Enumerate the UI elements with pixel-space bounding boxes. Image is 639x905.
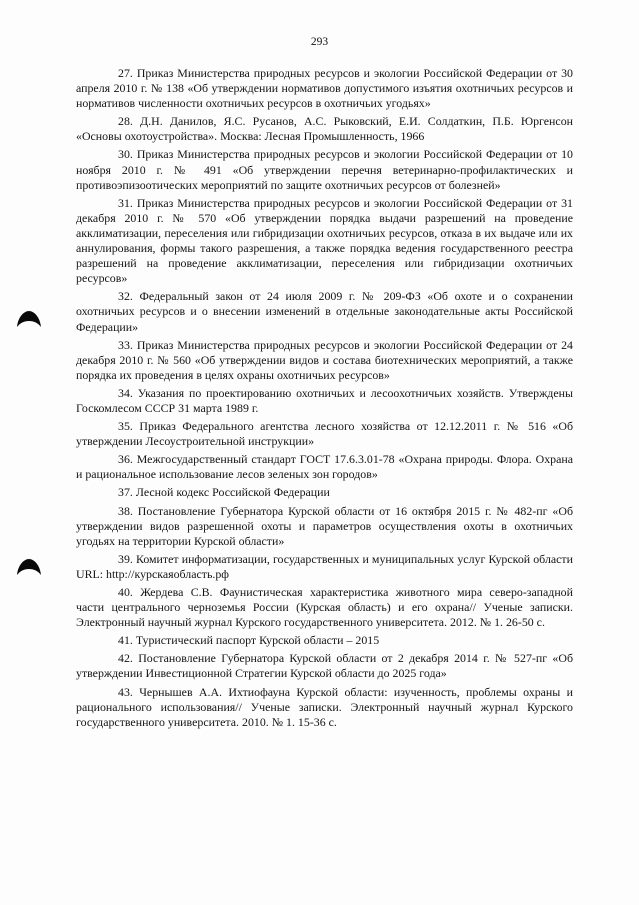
reference-item: 37. Лесной кодекс Российской Федерации [118, 485, 330, 500]
reference-list [76, 66, 573, 730]
reference-item: 27. Приказ Министерства природных ресурсов и экологии Российской Федерации от 30 апреля 2010 г. № 138 «Об утверждении нормативов допустимого изъятия охотничьих ресурсов и нормативов численности охотничьих ресурсов в охотничьих угодьях» [76, 66, 573, 111]
page-number: 293 [310, 36, 329, 48]
reference-item: 40. Жердева С.В. Фаунистическая характеристика животного мира северо-западной части центрального черноземья России (Курская область) и его охрана// Ученые записки. Электронный научный журнал Курского государственного университета. 2012. № 1. 26-50 с. [76, 585, 573, 630]
reference-item: 38. Постановление Губернатора Курской области от 16 октября 2015 г. № 482-пг «Об утверждении видов разрешенной охоты и параметров осуществления охоты в охотничьих угодьях на территории Курской области» [76, 503, 573, 548]
reference-item: 28. Д.Н. Данилов, Я.С. Русанов, А.С. Рыковский, Е.И. Солдаткин, П.Б. Юргенсон «Основы охотоустройства». Москва: Лесная Промышленность, 1966 [76, 114, 573, 144]
reference-item: 43. Чернышев А.А. Ихтиофауна Курской области: изученность, проблемы охраны и рационального использования// Ученые записки. Электронный научный журнал Курского государственного университета. 2010. № 1. 15-36 с. [76, 684, 573, 729]
reference-item: 41. Туристический паспорт Курской области – 2015 [118, 633, 380, 648]
reference-item: 39. Комитет информатизации, государственных и муниципальных услуг Курской области URL: http://курскаяобласть.рф [76, 551, 573, 581]
reference-item: 42. Постановление Губернатора Курской области от 2 декабря 2014 г. № 527-пг «Об утверждении Инвестиционной Стратегии Курской области до 2025 года» [76, 651, 573, 681]
reference-item: 36. Межгосударственный стандарт ГОСТ 17.6.3.01-78 «Охрана природы. Флора. Охрана и рациональное использование лесов зеленых зон городов» [76, 452, 573, 482]
reference-item: 33. Приказ Министерства природных ресурсов и экологии Российской Федерации от 24 декабря 2010 г. № 560 «Об утверждении видов и состава биотехнических мероприятий, а также порядка их проведения в целях охраны охотничьих ресурсов» [76, 337, 573, 382]
reference-item: 32. Федеральный закон от 24 июля 2009 г. № 209-ФЗ «Об охоте и о сохранении охотничьих ресурсов и о внесении изменений в отдельные законодательные акты Российской Федерации» [76, 289, 573, 334]
reference-item: 31. Приказ Министерства природных ресурсов и экологии Российской Федерации от 31 декабря 2010 г. № 570 «Об утверждении порядка выдачи разрешений на проведение акклиматизации, переселения или гибридизации охотничьих ресурсов, отказа в их выдаче или их аннулирования, формы такого разрешения, а также порядка ведения государственного реестра разрешений на проведение акклиматизации, переселения или гибридизации охотничьих ресурсов» [76, 195, 573, 286]
reference-item: 34. Указания по проектированию охотничьих и лесоохотничьих хозяйств. Утверждены Госкомлесом СССР 31 марта 1989 г. [76, 385, 573, 415]
reference-item: 30. Приказ Министерства природных ресурсов и экологии Российской Федерации от 10 ноября 2010 г. № 491 «Об утверждении перечня ветеринарно-профилактических и противоэпизоотических мероприятий по защите охотничьих ресурсов от болезней» [76, 147, 573, 192]
reference-item: 35. Приказ Федерального агентства лесного хозяйства от 12.12.2011 г. № 516 «Об утверждении Лесоустроительной инструкции» [76, 419, 573, 449]
